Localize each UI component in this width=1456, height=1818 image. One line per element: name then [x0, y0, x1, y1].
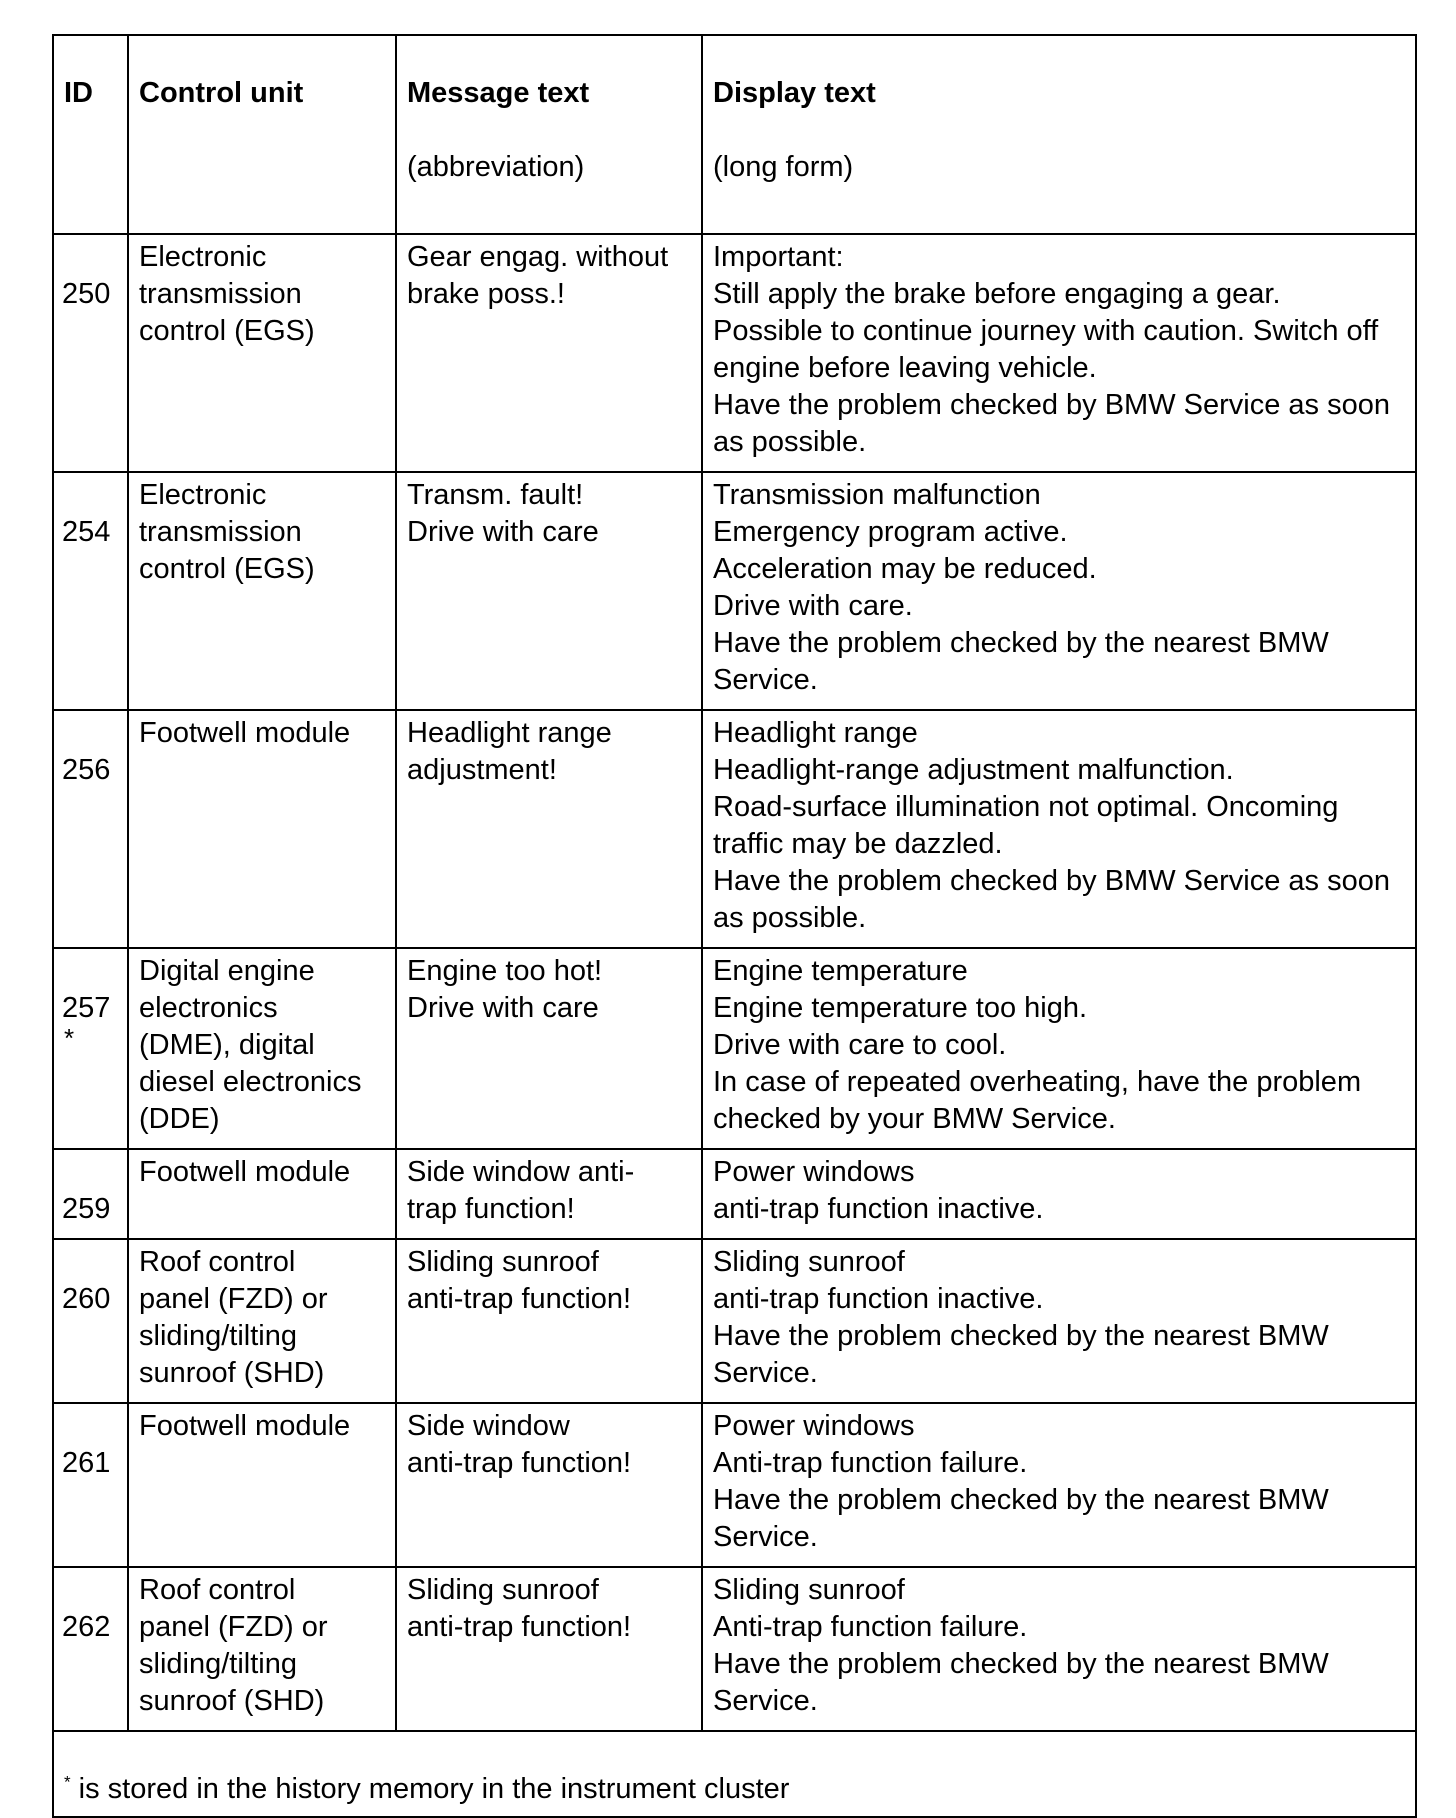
header-display-title: Display text: [713, 77, 876, 109]
footnote-text: is stored in the history memory in the instrument cluster: [70, 1773, 790, 1805]
row-control-unit: Footwell module: [128, 1149, 396, 1239]
row-display-text: Important: Still apply the brake before engaging a gear. Possible to continue journey with caution. Switch off engine before leaving vehicle. Have the problem checked by BMW Service as soon as possible.: [702, 234, 1416, 472]
row-display-text: Power windows Anti-trap function failure. Have the problem checked by the nearest BMW Service.: [702, 1403, 1416, 1567]
row-id: 262: [62, 1611, 111, 1643]
row-display-text: Headlight range Headlight-range adjustment malfunction. Road-surface illumination not optimal. Oncoming traffic may be dazzled. Have the problem checked by BMW Service as soon as possible.: [702, 710, 1416, 948]
row-id-cell: [53, 710, 128, 948]
footnote-marker: *: [64, 1772, 71, 1792]
row-id: 260: [62, 1283, 111, 1315]
row-id: 261: [62, 1447, 111, 1479]
row-control-unit: Roof control panel (FZD) or sliding/tilting sunroof (SHD): [128, 1567, 396, 1731]
header-message-title: Message text: [407, 77, 590, 109]
header-display-text: [702, 35, 1416, 234]
row-id-cell: [53, 1239, 128, 1403]
header-display-subtitle: (long form): [713, 151, 854, 183]
header-message-text: [396, 35, 702, 234]
table-row: [53, 710, 1416, 948]
row-id-cell: [53, 948, 128, 1149]
row-id: 257: [62, 992, 111, 1024]
row-display-text: Sliding sunroof anti-trap function inactive. Have the problem checked by the nearest BMW Service.: [702, 1239, 1416, 1403]
header-message-subtitle: (abbreviation): [407, 151, 585, 183]
row-id: 254: [62, 516, 111, 548]
table-row: [53, 1403, 1416, 1567]
header-id: [53, 35, 128, 234]
row-id-cell: [53, 472, 128, 710]
row-message-text: Gear engag. without brake poss.!: [396, 234, 702, 472]
row-control-unit: Footwell module: [128, 1403, 396, 1567]
row-message-text: Side window anti-trap function!: [396, 1403, 702, 1567]
row-message-text: Side window anti- trap function!: [396, 1149, 702, 1239]
row-message-text: Sliding sunroof anti-trap function!: [396, 1239, 702, 1403]
row-id: 256: [62, 754, 111, 786]
footnote: [53, 1731, 1416, 1817]
row-id: 250: [62, 278, 111, 310]
table-row: [53, 1149, 1416, 1239]
header-control-unit-label: Control unit: [139, 77, 304, 109]
row-id-cell: [53, 234, 128, 472]
row-display-text: Engine temperature Engine temperature too high. Drive with care to cool. In case of repeated overheating, have the problem checked by your BMW Service.: [702, 948, 1416, 1149]
row-message-text: Headlight range adjustment!: [396, 710, 702, 948]
row-display-text: Sliding sunroof Anti-trap function failure. Have the problem checked by the nearest BMW Service.: [702, 1567, 1416, 1731]
row-id-cell: [53, 1149, 128, 1239]
row-control-unit: Electronic transmission control (EGS): [128, 472, 396, 710]
row-id: 259: [62, 1193, 111, 1225]
row-control-unit: Electronic transmission control (EGS): [128, 234, 396, 472]
row-id-cell: [53, 1403, 128, 1567]
row-display-text: Transmission malfunction Emergency program active. Acceleration may be reduced. Drive with care. Have the problem checked by the nearest BMW Service.: [702, 472, 1416, 710]
row-id-cell: [53, 1567, 128, 1731]
header-control-unit: [128, 35, 396, 234]
table-row: [53, 472, 1416, 710]
row-display-text: Power windows anti-trap function inactive.: [702, 1149, 1416, 1239]
message-table: [52, 34, 1417, 1818]
row-history-marker: *: [64, 1023, 75, 1053]
row-message-text: Transm. fault! Drive with care: [396, 472, 702, 710]
header-row: [53, 35, 1416, 234]
row-control-unit: Digital engine electronics (DME), digital diesel electronics (DDE): [128, 948, 396, 1149]
row-message-text: Engine too hot! Drive with care: [396, 948, 702, 1149]
table-row: [53, 1567, 1416, 1731]
row-message-text: Sliding sunroof anti-trap function!: [396, 1567, 702, 1731]
table-row: [53, 234, 1416, 472]
row-control-unit: Footwell module: [128, 710, 396, 948]
header-id-label: ID: [64, 77, 93, 109]
table-row: [53, 1239, 1416, 1403]
footnote-row: [53, 1731, 1416, 1817]
table-row: [53, 948, 1416, 1149]
row-control-unit: Roof control panel (FZD) or sliding/tilting sunroof (SHD): [128, 1239, 396, 1403]
